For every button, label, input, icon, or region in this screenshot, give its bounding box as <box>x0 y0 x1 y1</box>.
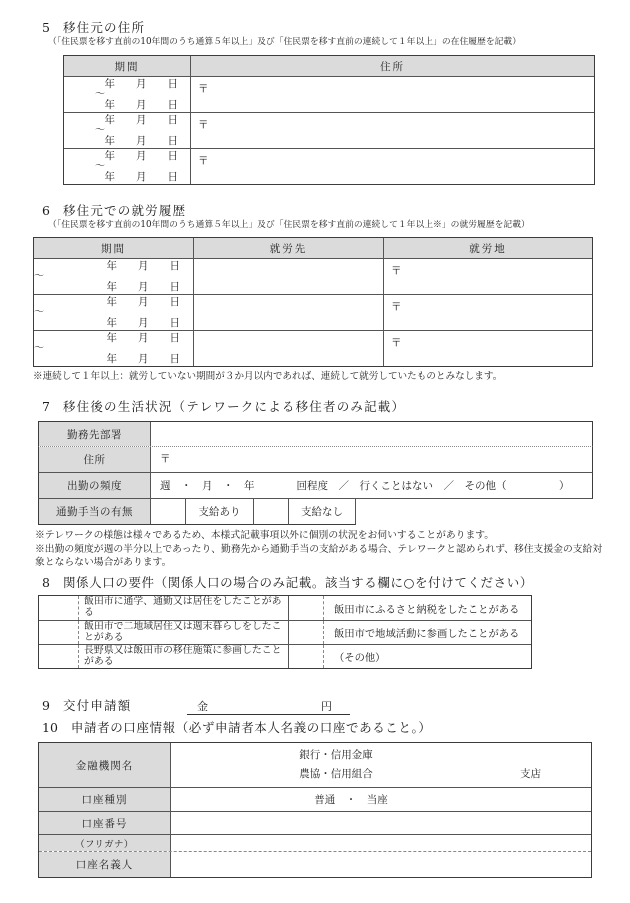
bank-name-row <box>39 743 591 787</box>
worklocation-cell <box>384 295 592 330</box>
related-population-table <box>38 595 532 669</box>
account-type-row <box>39 787 591 811</box>
date-end: 年 月 日 <box>104 99 178 111</box>
left-item-text: 飯田市に通学、通勤又は居住をしたことがある <box>79 596 289 620</box>
date-start: 年 月 日 <box>106 260 180 272</box>
date-start: 年 月 日 <box>104 78 178 90</box>
section6-heading <box>42 203 630 219</box>
period-cell <box>64 149 191 184</box>
bank-account-table <box>38 742 592 878</box>
grant-amount-field <box>187 698 350 715</box>
section6-note: （「住民票を移す直前の10年間のうち通算５年以上」及び「住民票を移す直前の連続して１年以上※」の就労履歴を記載） <box>48 220 530 230</box>
right-item-text: 飯田市で地域活動に参画したことがある <box>334 628 520 640</box>
address-cell <box>191 149 594 184</box>
postal-mark: 〒 <box>391 301 402 313</box>
table6-header-period: 期間 <box>34 238 194 258</box>
right-item-text: 飯田市にふるさと納税をしたことがある <box>334 603 520 616</box>
allowance-yes-markbox <box>151 499 186 525</box>
account-number-row <box>39 811 591 834</box>
account-number-label: 口座番号 <box>39 812 171 834</box>
period-cell <box>64 77 191 112</box>
left-markbox <box>39 596 79 620</box>
date-start: 年 月 日 <box>104 150 178 162</box>
post-migration-table <box>38 421 593 525</box>
address-label: 住所 <box>39 447 151 472</box>
previous-address-table <box>63 55 595 185</box>
section-related-population <box>0 575 630 669</box>
allowance-label: 通勤手当の有無 <box>39 499 151 525</box>
allowance-yes-label: 支給あり <box>186 499 254 525</box>
allowance-row-filler <box>356 499 593 525</box>
table5-header-address: 住所 <box>380 60 405 73</box>
address-value-cell <box>151 447 592 472</box>
tilde: ～ <box>95 160 105 172</box>
furigana-value-cell <box>171 835 591 851</box>
tilde: ～ <box>95 124 105 136</box>
section6-title: 移住元での就労履歴 <box>62 203 187 218</box>
section7-title: 移住後の生活状況（テレワークによる移住者のみ記載） <box>62 399 406 414</box>
bank-name-value-cell <box>171 743 591 787</box>
table-row <box>34 330 592 366</box>
section8-number: 8 <box>42 575 50 590</box>
furigana-row <box>39 834 591 851</box>
section5-title: 移住元の住所 <box>62 20 146 35</box>
address-cell <box>191 77 594 112</box>
period-cell <box>34 259 194 294</box>
table-row <box>64 76 594 112</box>
furigana-label: （フリガナ） <box>39 835 171 851</box>
period-cell <box>34 331 194 366</box>
workplace-cell <box>194 295 384 330</box>
section8-title: 関係人口の要件（関係人口の場合のみ記載。該当する欄に○を付けてください） <box>62 575 533 590</box>
account-type-value: 普通 ・ 当座 <box>314 794 388 806</box>
postal-mark: 〒 <box>198 83 209 95</box>
department-label: 勤務先部署 <box>39 422 151 446</box>
tilde: ～ <box>34 342 44 354</box>
table6-header-worklocation: 就労地 <box>469 242 507 255</box>
allowance-row <box>38 499 593 525</box>
period-cell <box>34 295 194 330</box>
frequency-value: 週 ・ 月 ・ 年 回程度 ／ 行くことはない ／ その他（ ） <box>160 480 570 492</box>
bank-type-line-2-text: 農協・信用組合 <box>299 768 373 780</box>
right-item-text: （その他） <box>334 652 386 664</box>
date-start: 年 月 日 <box>104 114 178 126</box>
frequency-row <box>38 473 593 499</box>
amount-prefix-yen-kanji: 金 <box>197 700 208 713</box>
section10-title: 申請者の口座情報（必ず申請者本人名義の口座であること。） <box>70 720 432 735</box>
department-value-cell <box>151 422 592 446</box>
date-end: 年 月 日 <box>106 281 180 293</box>
section6-number: 6 <box>42 203 50 218</box>
left-item-text: 飯田市で二地域居住又は週末暮らしをしたことがある <box>79 621 289 644</box>
section5-note: （「住民票を移す直前の10年間のうち通算５年以上」及び「住民票を移す直前の連続して１年以上」の在住履歴を記載） <box>48 37 522 47</box>
department-row <box>38 421 593 447</box>
tilde: ～ <box>34 306 44 318</box>
section-bank-account <box>0 720 630 878</box>
bank-name-label: 金融機関名 <box>39 743 171 787</box>
account-holder-value-cell <box>171 852 591 877</box>
date-end: 年 月 日 <box>106 317 180 329</box>
section8-heading <box>42 575 630 591</box>
section7-note-2: ※出勤の頻度が週の半分以上であったり、勤務先から通勤手当の支給がある場合、テレワークと認められず、移住支援金の支給対象とならない場合があります。 <box>35 543 603 568</box>
section5-number: 5 <box>42 20 50 35</box>
table-row <box>34 294 592 330</box>
section-previous-address <box>0 20 630 185</box>
worklocation-cell <box>384 331 592 366</box>
section-grant-amount <box>0 698 630 718</box>
branch-label: 支店 <box>520 768 541 780</box>
workplace-cell <box>194 331 384 366</box>
allowance-no-label: 支給なし <box>289 499 356 525</box>
table-row <box>39 620 531 644</box>
section7-number: 7 <box>42 399 50 414</box>
table-row <box>64 148 594 184</box>
period-cell <box>64 113 191 148</box>
date-start: 年 月 日 <box>106 296 180 308</box>
postal-mark: 〒 <box>198 155 209 167</box>
account-holder-row <box>39 851 591 877</box>
section9-heading <box>42 698 131 714</box>
section7-note-1: ※テレワークの様態は様々であるため、本様式記載事項以外に個別の状況をお伺いすることがあります。 <box>35 530 495 541</box>
section5-heading <box>42 20 630 36</box>
section9-number: 9 <box>42 698 50 713</box>
postal-mark: 〒 <box>160 453 171 465</box>
account-holder-label: 口座名義人 <box>39 852 171 877</box>
table-row <box>34 258 592 294</box>
address-cell <box>191 113 594 148</box>
date-end: 年 月 日 <box>104 171 178 183</box>
frequency-label: 出勤の頻度 <box>39 473 151 498</box>
section9-title: 交付申請額 <box>62 698 132 713</box>
section10-heading <box>42 720 630 736</box>
worklocation-cell <box>384 259 592 294</box>
table-row <box>39 596 531 620</box>
postal-mark: 〒 <box>198 119 209 131</box>
section6-footnote: ※連続して１年以上：就労していない期間が３か月以内であれば、連続して就労していたものとみなします。 <box>33 371 503 382</box>
section7-heading <box>42 399 630 415</box>
table6-header-workplace: 就労先 <box>194 238 384 258</box>
date-end: 年 月 日 <box>106 353 180 365</box>
left-item-text: 長野県又は飯田市の移住施策に参画したことがある <box>79 645 289 668</box>
allowance-no-markbox <box>254 499 289 525</box>
employment-history-table <box>33 237 593 367</box>
right-markbox <box>289 645 324 668</box>
account-type-label: 口座種別 <box>39 788 171 811</box>
tilde: ～ <box>95 88 105 100</box>
postal-mark: 〒 <box>391 265 402 277</box>
address-row <box>38 447 593 473</box>
date-start: 年 月 日 <box>106 332 180 344</box>
bank-type-line-2 <box>171 766 591 783</box>
table-row <box>39 644 531 668</box>
date-end: 年 月 日 <box>104 135 178 147</box>
tilde: ～ <box>34 270 44 282</box>
section-employment-history <box>0 203 630 383</box>
left-markbox <box>39 645 79 668</box>
section10-number: 10 <box>42 720 58 735</box>
section-post-migration-life <box>0 399 630 570</box>
workplace-cell <box>194 259 384 294</box>
table6-header-row <box>34 238 592 258</box>
bank-type-line-1: 銀行・信用金庫 <box>299 749 373 761</box>
right-markbox <box>289 596 324 620</box>
table5-header-row <box>64 56 594 76</box>
postal-mark: 〒 <box>391 337 402 349</box>
left-markbox <box>39 621 79 644</box>
account-number-value-cell <box>171 812 591 834</box>
amount-suffix-en: 円 <box>321 700 332 713</box>
table-row <box>64 112 594 148</box>
table5-header-period: 期間 <box>64 56 191 76</box>
right-markbox <box>289 621 324 644</box>
